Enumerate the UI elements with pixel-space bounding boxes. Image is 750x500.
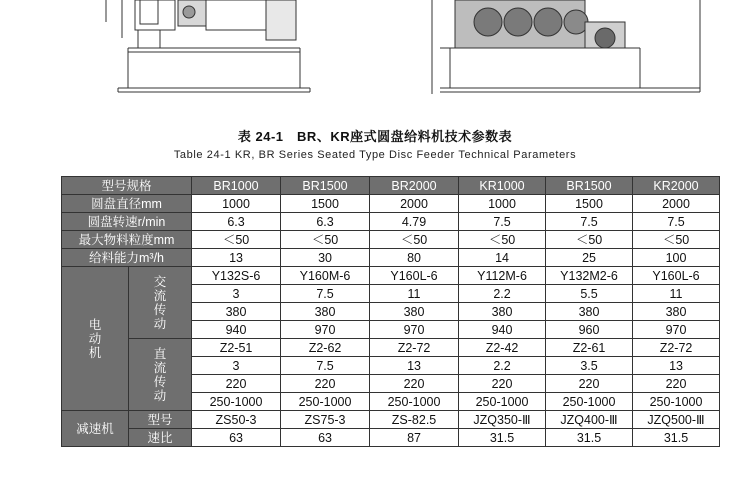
table-row	[62, 411, 720, 429]
table-cell: 940	[459, 321, 546, 339]
row-label: 圆盘转速r/min	[62, 213, 192, 231]
table-cell: 100	[633, 249, 720, 267]
table-cell: 3	[192, 357, 281, 375]
table-cell: Z2-42	[459, 339, 546, 357]
table-cell: 250-1000	[546, 393, 633, 411]
dc-label-char: 传	[153, 374, 167, 389]
table-cell: 380	[633, 303, 720, 321]
table-cell: 5.5	[546, 285, 633, 303]
table-cell: 13	[192, 249, 281, 267]
model-header: KR1000	[459, 177, 546, 195]
table-row	[62, 231, 720, 249]
table-cell: 87	[370, 429, 459, 447]
table-cell: ＜50	[192, 231, 281, 249]
row-label: 型号	[129, 411, 192, 429]
table-cell: 970	[370, 321, 459, 339]
table-cell: 2.2	[459, 285, 546, 303]
header-row	[62, 177, 720, 195]
table-cell: 7.5	[633, 213, 720, 231]
table-cell: 940	[192, 321, 281, 339]
table-cell: 220	[546, 375, 633, 393]
row-label: 最大物料粒度mm	[62, 231, 192, 249]
table-cell: 31.5	[459, 429, 546, 447]
dc-label-char: 流	[153, 360, 167, 375]
table-cell: ＜50	[281, 231, 370, 249]
header-label: 型号规格	[62, 177, 192, 195]
table-cell: 11	[370, 285, 459, 303]
table-cell: 380	[192, 303, 281, 321]
table-cell: ZS50-3	[192, 411, 281, 429]
table-cell: ＜50	[459, 231, 546, 249]
ac-label-char: 动	[153, 316, 167, 331]
table-cell: Y132M2-6	[546, 267, 633, 285]
table-cell: 7.5	[281, 357, 370, 375]
table-cell: 13	[370, 357, 459, 375]
table-cell: 2.2	[459, 357, 546, 375]
table-cell: 63	[281, 429, 370, 447]
model-header: BR2000	[370, 177, 459, 195]
table-cell: JZQ400-Ⅲ	[546, 411, 633, 429]
table-cell: 220	[192, 375, 281, 393]
table-row	[62, 213, 720, 231]
table-cell: ZS75-3	[281, 411, 370, 429]
model-header: BR1500	[281, 177, 370, 195]
table-cell: 1000	[192, 195, 281, 213]
table-cell: 960	[546, 321, 633, 339]
table-cell: Z2-61	[546, 339, 633, 357]
table-cell: 6.3	[192, 213, 281, 231]
left-side-view-drawing	[106, 0, 310, 92]
table-cell: 380	[281, 303, 370, 321]
table-cell: Y160L-6	[633, 267, 720, 285]
row-label: 给料能力m³/h	[62, 249, 192, 267]
table-cell: JZQ500-Ⅲ	[633, 411, 720, 429]
table-cell: 2000	[633, 195, 720, 213]
table-cell: Z2-51	[192, 339, 281, 357]
table-cell: Z2-72	[370, 339, 459, 357]
table-cell: 14	[459, 249, 546, 267]
table-cell: 220	[633, 375, 720, 393]
table-cell: Z2-62	[281, 339, 370, 357]
table-cell: ＜50	[370, 231, 459, 249]
table-cell: 2000	[370, 195, 459, 213]
table-cell: Y132S-6	[192, 267, 281, 285]
table-cell: 1500	[281, 195, 370, 213]
table-cell: 250-1000	[633, 393, 720, 411]
table-cell: 11	[633, 285, 720, 303]
table-cell: ＜50	[633, 231, 720, 249]
table-cell: 25	[546, 249, 633, 267]
table-cell: 7.5	[459, 213, 546, 231]
table-row	[62, 429, 720, 447]
table-row	[62, 195, 720, 213]
table-cell: 380	[459, 303, 546, 321]
table-cell: 63	[192, 429, 281, 447]
equipment-drawings	[0, 0, 750, 95]
table-cell: JZQ350-Ⅲ	[459, 411, 546, 429]
table-cell: 250-1000	[192, 393, 281, 411]
table-cell: 970	[633, 321, 720, 339]
table-cell: Z2-72	[633, 339, 720, 357]
table-cell: 3	[192, 285, 281, 303]
table-cell: 220	[370, 375, 459, 393]
parameters-table	[61, 176, 720, 447]
table-cell: 30	[281, 249, 370, 267]
table-cell: ZS-82.5	[370, 411, 459, 429]
motor-group-label	[62, 267, 129, 411]
table-row	[62, 249, 720, 267]
dc-drive-label	[129, 339, 192, 411]
table-cell: 31.5	[633, 429, 720, 447]
ac-label-char: 交	[153, 274, 167, 289]
table-cell: 13	[633, 357, 720, 375]
table-cell: 220	[281, 375, 370, 393]
ac-drive-label	[129, 267, 192, 339]
table-cell: 3.5	[546, 357, 633, 375]
table-cell: 7.5	[281, 285, 370, 303]
model-header: BR1500	[546, 177, 633, 195]
table-cell: 6.3	[281, 213, 370, 231]
motor-label-char: 机	[88, 345, 102, 360]
dc-label-char: 直	[153, 346, 167, 361]
table-cell: 250-1000	[281, 393, 370, 411]
table-cell: 380	[546, 303, 633, 321]
table-title-en: Table 24-1 KR, BR Series Seated Type Disc Feeder Technical Parameters	[173, 149, 577, 161]
table-cell: 80	[370, 249, 459, 267]
ac-label-char: 流	[153, 288, 167, 303]
table-cell: 1500	[546, 195, 633, 213]
table-cell: 970	[281, 321, 370, 339]
table-cell: Y160L-6	[370, 267, 459, 285]
table-cell: 4.79	[370, 213, 459, 231]
dc-label-char: 动	[153, 388, 167, 403]
table-cell: 250-1000	[370, 393, 459, 411]
model-header: KR2000	[633, 177, 720, 195]
right-front-view-drawing	[432, 0, 700, 94]
table-cell: 31.5	[546, 429, 633, 447]
motor-label-char: 动	[88, 331, 102, 346]
table-cell: ＜50	[546, 231, 633, 249]
motor-label-char: 电	[88, 317, 102, 332]
table-row	[62, 267, 720, 285]
table-cell: 250-1000	[459, 393, 546, 411]
table-row	[62, 339, 720, 357]
table-cell: Y112M-6	[459, 267, 546, 285]
table-cell: 7.5	[546, 213, 633, 231]
model-header: BR1000	[192, 177, 281, 195]
row-label: 速比	[129, 429, 192, 447]
reducer-group-label: 减速机	[62, 411, 129, 447]
table-title-cn: 表 24-1 BR、KR座式圆盘给料机技术参数表	[237, 129, 513, 144]
table-cell: 220	[459, 375, 546, 393]
table-cell: 1000	[459, 195, 546, 213]
table-cell: Y160M-6	[281, 267, 370, 285]
row-label: 圆盘直径mm	[62, 195, 192, 213]
table-cell: 380	[370, 303, 459, 321]
ac-label-char: 传	[153, 302, 167, 317]
